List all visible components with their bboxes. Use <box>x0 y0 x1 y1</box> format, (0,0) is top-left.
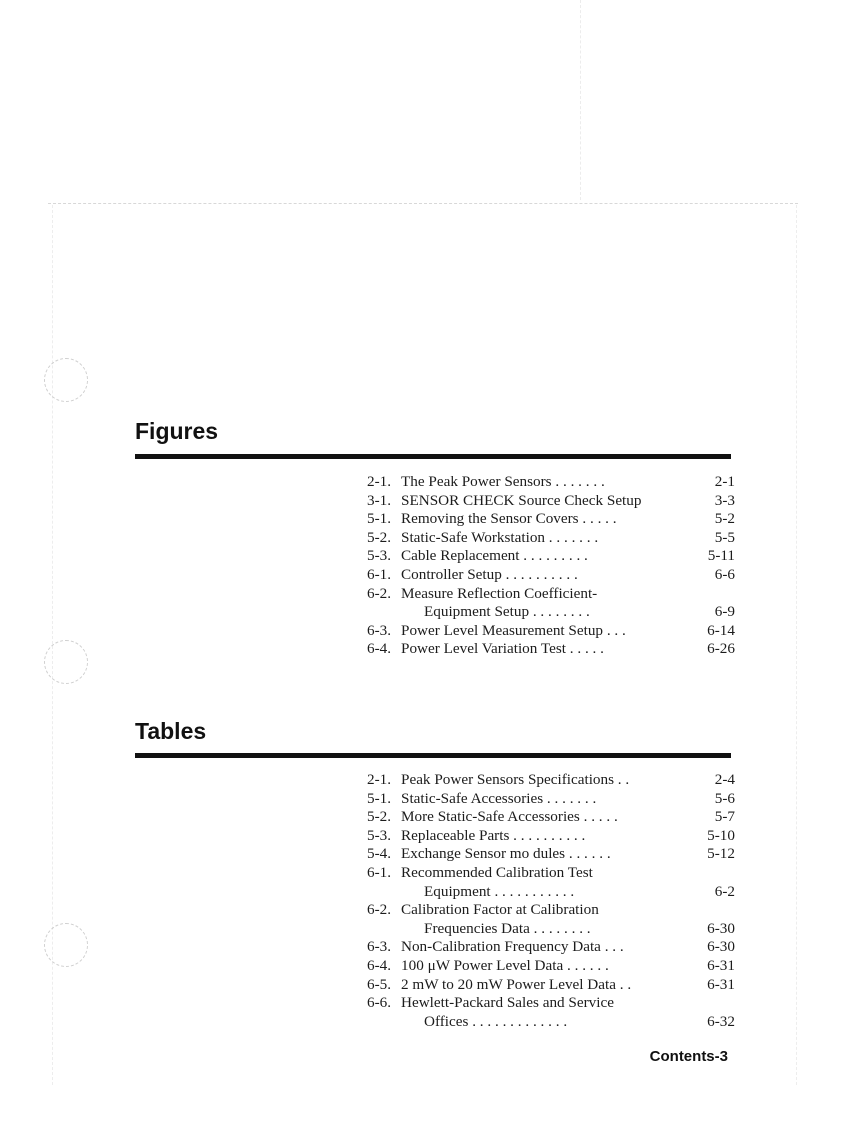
figures-list <box>367 473 735 659</box>
entry-page: 6-31 <box>707 975 735 993</box>
entry-number: 5-2. <box>367 808 392 826</box>
entry-page: 6-32 <box>707 1012 735 1030</box>
toc-entry <box>367 976 735 995</box>
entry-number: 6-2. <box>367 901 392 919</box>
entry-title: Calibration Factor at Calibration <box>401 901 599 919</box>
entry-page: 5-12 <box>707 845 735 863</box>
toc-entry <box>367 864 735 883</box>
entry-title: Controller Setup . . . . . . . . . . <box>401 565 578 583</box>
entry-number: 5-3. <box>367 547 392 565</box>
scan-edge-top <box>48 203 798 204</box>
entry-page: 6-26 <box>707 640 735 658</box>
entry-number: 2-1. <box>367 473 392 490</box>
scan-edge-fold <box>580 0 581 200</box>
toc-entry <box>367 492 735 511</box>
toc-entry <box>367 603 735 622</box>
entry-title: Removing the Sensor Covers . . . . . <box>401 510 617 528</box>
entry-page: 6-2 <box>714 882 735 900</box>
entry-title: Static-Safe Accessories . . . . . . . <box>401 789 597 807</box>
entry-page: 6-6 <box>714 565 735 583</box>
entry-title: Equipment Setup . . . . . . . . <box>424 603 590 621</box>
tables-heading: Tables <box>135 718 207 744</box>
entry-page: 5-11 <box>707 547 735 565</box>
entry-title: Frequencies Data . . . . . . . . <box>424 919 591 937</box>
entry-page: 5-2 <box>714 510 735 528</box>
entry-number: 5-4. <box>367 845 392 863</box>
entry-title: SENSOR CHECK Source Check Setup <box>401 491 642 509</box>
entry-page: 5-5 <box>714 528 735 546</box>
toc-entry <box>367 622 735 641</box>
toc-entry <box>367 640 735 659</box>
entry-page: 6-14 <box>707 621 735 639</box>
entry-number: 6-1. <box>367 565 392 583</box>
toc-entry <box>367 790 735 809</box>
entry-number: 5-3. <box>367 826 392 844</box>
entry-page: 5-10 <box>707 826 735 844</box>
entry-title: Exchange Sensor mo dules . . . . . . <box>401 845 611 863</box>
entry-page: 2-4 <box>714 771 735 788</box>
entry-number: 6-3. <box>367 938 392 956</box>
entry-number: 6-5. <box>367 975 392 993</box>
toc-entry <box>367 827 735 846</box>
page-footer: Contents-3 <box>649 1048 728 1065</box>
entry-title: Cable Replacement . . . . . . . . . <box>401 547 588 565</box>
toc-entry <box>367 920 735 939</box>
entry-page: 3-3 <box>714 491 735 509</box>
binder-hole <box>44 358 88 402</box>
entry-title: Power Level Measurement Setup . . . <box>401 621 626 639</box>
toc-entry <box>367 845 735 864</box>
tables-rule <box>135 753 731 758</box>
entry-number: 6-2. <box>367 584 392 602</box>
entry-number: 3-1. <box>367 491 392 509</box>
entry-title: Measure Reflection Coefficient- <box>401 584 598 602</box>
entry-number: 6-3. <box>367 621 392 639</box>
toc-entry <box>367 1013 735 1032</box>
figures-rule <box>135 454 731 459</box>
entry-title: Non-Calibration Frequency Data . . . <box>401 938 624 956</box>
toc-entry <box>367 883 735 902</box>
entry-title: Peak Power Sensors Specifications . . <box>401 771 630 788</box>
entry-title: Power Level Variation Test . . . . . <box>401 640 604 658</box>
entry-page: 5-7 <box>714 808 735 826</box>
entry-page: 5-6 <box>714 789 735 807</box>
entry-title: More Static-Safe Accessories . . . . . <box>401 808 618 826</box>
toc-entry <box>367 808 735 827</box>
entry-title: Recommended Calibration Test <box>401 863 593 881</box>
entry-page: 2-1 <box>714 473 735 490</box>
entry-number: 6-6. <box>367 994 392 1012</box>
scan-edge-right <box>796 205 797 1085</box>
toc-entry <box>367 771 735 790</box>
toc-entry <box>367 901 735 920</box>
entry-title: Static-Safe Workstation . . . . . . . <box>401 528 599 546</box>
entry-number: 5-1. <box>367 510 392 528</box>
tables-list <box>367 771 735 1031</box>
entry-title: Offices . . . . . . . . . . . . . <box>424 1012 568 1030</box>
entry-page: 6-30 <box>707 919 735 937</box>
binder-hole <box>44 923 88 967</box>
entry-number: 5-1. <box>367 789 392 807</box>
entry-title: 2 mW to 20 mW Power Level Data . . <box>401 975 632 993</box>
entry-title: Equipment . . . . . . . . . . . <box>424 882 575 900</box>
entry-title: 100 μW Power Level Data . . . . . . <box>401 956 609 974</box>
entry-page: 6-30 <box>707 938 735 956</box>
toc-entry <box>367 529 735 548</box>
binder-hole <box>44 640 88 684</box>
entry-number: 6-4. <box>367 640 392 658</box>
entry-page: 6-31 <box>707 956 735 974</box>
entry-title: The Peak Power Sensors . . . . . . . <box>401 473 605 490</box>
toc-entry <box>367 585 735 604</box>
figures-heading: Figures <box>135 418 219 444</box>
toc-entry <box>367 957 735 976</box>
toc-entry <box>367 566 735 585</box>
entry-number: 6-1. <box>367 863 392 881</box>
toc-entry <box>367 994 735 1013</box>
toc-entry <box>367 510 735 529</box>
toc-entry <box>367 938 735 957</box>
toc-entry <box>367 547 735 566</box>
toc-entry <box>367 473 735 492</box>
entry-title: Replaceable Parts . . . . . . . . . . <box>401 826 586 844</box>
entry-page: 6-9 <box>714 603 735 621</box>
entry-number: 2-1. <box>367 771 392 788</box>
entry-number: 6-4. <box>367 956 392 974</box>
entry-number: 5-2. <box>367 528 392 546</box>
entry-title: Hewlett-Packard Sales and Service <box>401 994 614 1012</box>
